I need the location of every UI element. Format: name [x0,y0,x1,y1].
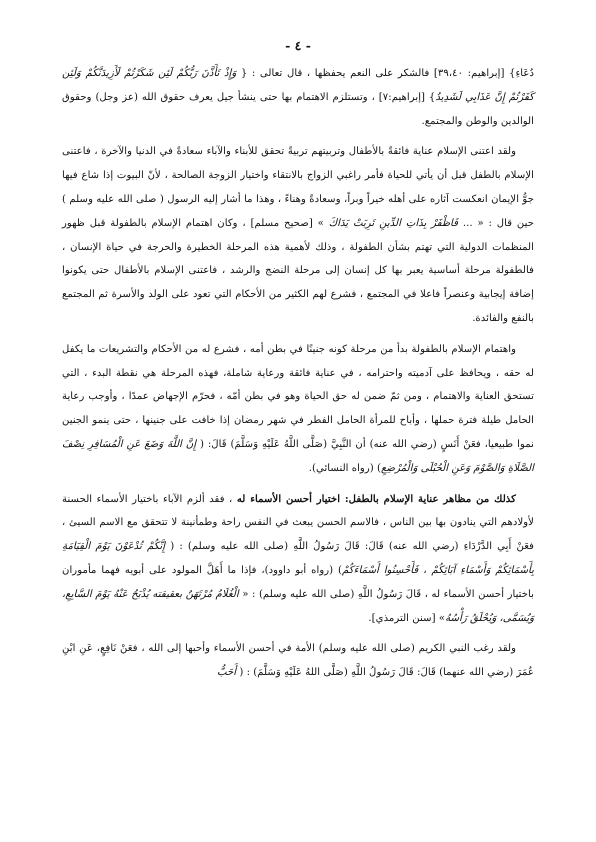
quoted-text: الْغُلَامُ مُرْتَهَنٌ بعقيقته يُذْبَحُ عَنْهُ يَوْمَ السَّابِعِ، وَيُسَمَّى، وَيُحْلَقُ رَأْسُهُ [62,588,534,624]
section-heading-text: كذلك من مظاهر عناية الإسلام بالطفل: اختيار أحسن الأسماء له [236,492,516,505]
paragraph [62,488,534,631]
paragraph-text: } [إبراهيم:٧] ، وتستلزم الاهتمام بها حتى ينشأ جيل يعرف حقوق الله (عز وجل) وحقوق الوالدين والوطن والمجتمع. [62,91,534,127]
quoted-text: إِنَّ اللَّهَ وَضَعَ عَنِ الْمُسَافِرِ نِصْفَ الصَّلَاةِ وَالصَّوْمَ وَعَنِ الْحُبْلَى وَالْمُرْضِعِ [62,438,534,474]
body-text [62,62,534,692]
paragraph [62,140,534,330]
paragraph-text: ولقد رغب النبي الكريم (صلى الله عليه وسلم) الأمة في أحسن الأسماء وأحبها إلى الله ، فعَنْ نَافِعٍ، عَنِ ابْنِ عُمَرَ (رضي الله عنهما) قَالَ: قَالَ رَسُولُ اللَّهِ (صَلَّى اللهُ عَلَيْهِ وَسَلَّمَ) : ( [62,643,534,679]
paragraph-text: ولقد اعتنى الإسلام عناية فائقةً بالأطفال وتربيتهم تربيةً تحقق للأبناء والآباء سعادةً في الدنيا والآخرة ، فاعتنى الإسلام بالطفل قبل أن يأتي للحياة فأمر راغبي الزواج بالانتقاء واختيار الزوجة الصالحة ، لأنّ البيوت إذا شاع فيها جوُّ الإيمان انعكست آثاره على أهله خيراً وبراً، وسعادةً وهناءً ، وهذا ما أشار إليه الرسول ( صلى الله عليه وسلم ) حين قال : « ... [62,146,535,229]
paragraph [62,62,534,133]
quoted-text: أَحَبُّ [217,667,237,679]
paragraph [62,637,534,685]
paragraph-text: » [صحيح مسلم] ، وكان اهتمام الإسلام بالطفولة قبل ظهور المنظمات الدولية التي تهتم بشأن الطفولة ، وذلك لأهمية هذه المرحلة الخطيرة والحرجة في حياة الإنسان ، فالطفولة مرحلة أساسية يعبر بها كل إنسان إلى مرحلة النضج والرشد ، فاعتنى الإسلام بالأطفال حتى يكونوا إضافة إيجابية وعنصراً فاعلا في المجتمع ، فشرع لهم الكثير من الأحكام التي تعود على الولد والأسرة ثم المجتمع بالنفع والفائدة. [62,217,534,324]
quoted-text: وَإِذْ تَأَذَّنَ رَبُّكُمْ لَئِن شَكَرْتُمْ لَأَزِيدَنَّكُمْ وَلَئِن كَفَرْتُمْ إِنَّ عَذَابِي لَشَدِيدٌ [62,68,534,103]
paragraph-text: ) (رواه أبو داوود)، فإذا ما أَهَلَّ المولود على أبويه فهما مأموران باختيار أحسن الأسماء له ، قَالَ رَسُولُ اللَّهِ (صلى الله عليه وسلم) : « [62,564,534,600]
paragraph-text: » [سنن الترمذي]. [368,612,446,624]
page-number: - ٤ - [285,38,311,53]
quoted-text: إِنَّكُمْ تُدْعَوْنَ يَوْمَ الْقِيَامَةِ بِأَسْمَائِكُمْ وَأَسْمَاءِ آبَائِكُمْ ، فَأَحْسِنُوا أَسْمَاءَكُمْ [62,541,534,576]
paragraph [62,338,534,481]
paragraph-text: ، فقد ألزم الآباء باختيار الأسماء الحسنة لأولادهم التي ينادون بها بين الناس ، فالاسم الحسن يبعث في النفس راحة وطمأنينة لا تتحقق مع الاسم السيئ ، فعَنْ أَبِي الدَّرْدَاءِ (رضي الله عنه) قَالَ: قَالَ رَسُولُ اللَّهِ (صلى الله عليه وسلم) : ( [62,493,534,553]
paragraph-text: دُعَاءِ} [إبراهيم: ٣٩،٤٠] فالشكر على النعم يحفظها ، قال تعالى : { [236,68,535,79]
quoted-text: فَاظْفَرْ بِذَاتِ الدِّينِ تَرِبَتْ يَدَاكَ [328,217,459,229]
paragraph-text: ) (رواه النسائي). [308,462,381,474]
paragraph-text: واهتمام الإسلام بالطفولة بدأ من مرحلة كونه جنينًا في بطن أمه ، فشرع له من الأحكام والتشريعات ما يكفل له حقه ، ويحافظ على آدميته واحترامه ، في عناية فائقة ورعاية شاملة، فهذه المرحلة هي نقطة البدء ، التي تستحق العناية والاهتمام ، ومن ثمّ ضمن له حق الحياة وهو في بطن أمّه ، فحرّم الإجهاض عمدًا ، وأوجب رعاية الحامل طيلة فترة حملها ، وأباح للمرأة الحامل الفطر في شهر رمضان إذا خافت على جنينها ، حتى ينمو الجنين نموا طبيعيا، فعَنْ أَنَسٍ (رضي الله عنه) أن النَّبِيَّ (صَلَّى اللَّهُ عَلَيْهِ وَسَلَّمَ) قَالَ: ( [62,343,534,450]
